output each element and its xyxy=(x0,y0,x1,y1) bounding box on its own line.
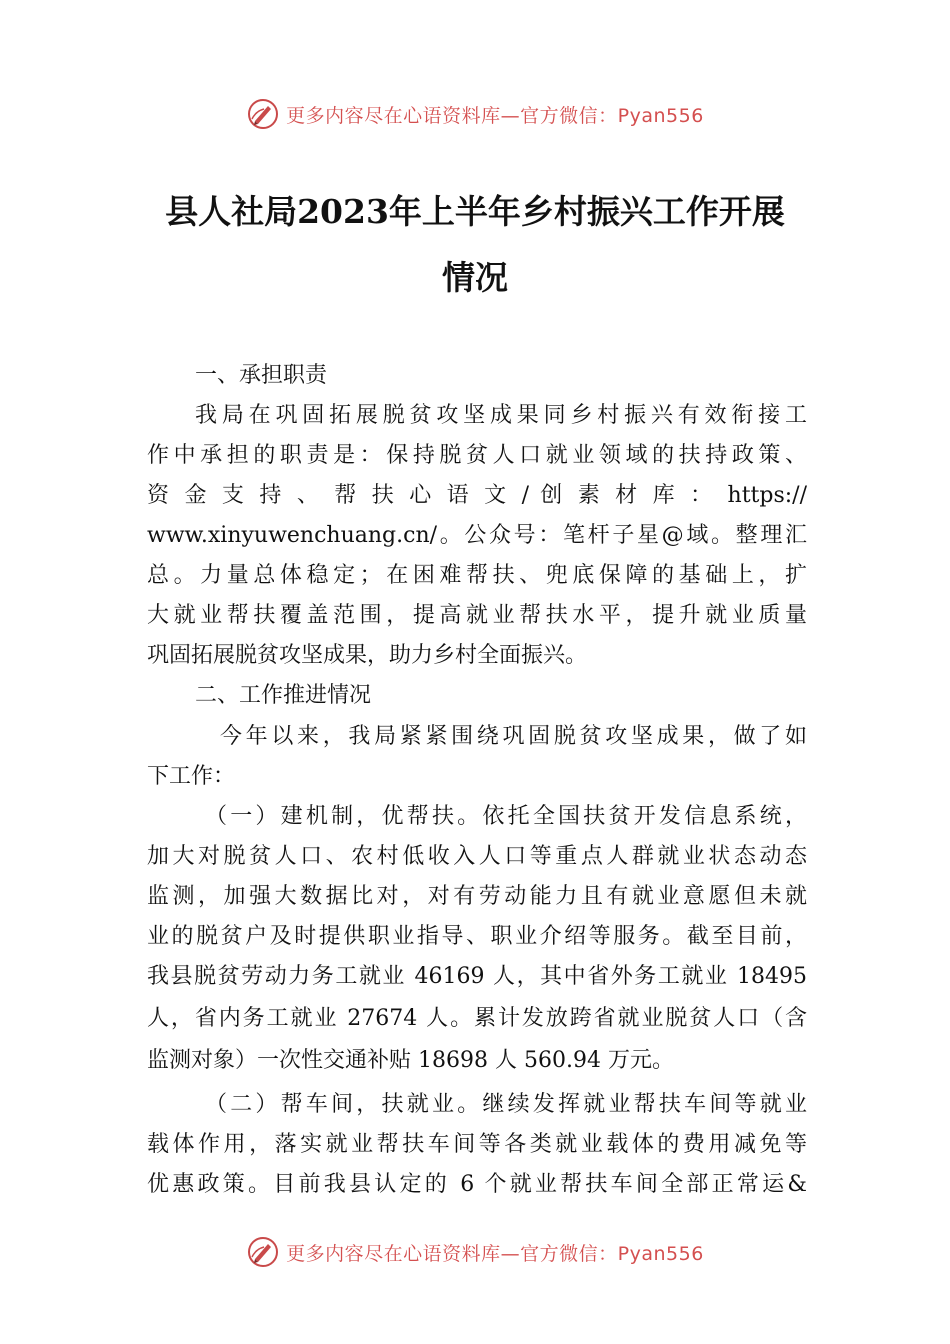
paragraph-line: 今年以来，我局紧紧围绕巩固脱贫攻坚成果，做了如 xyxy=(220,724,807,749)
paragraph-line: 业的脱贫户及时提供职业指导、职业介绍等服务。截至目前， xyxy=(147,924,807,949)
paragraph-line: 人，省内务工就业 27674 人。累计发放跨省就业脱贫人口（含 xyxy=(147,1006,807,1031)
paragraph-line: 我县脱贫劳动力务工就业 46169 人，其中省外务工就业 18495 xyxy=(147,964,807,989)
pen-logo-icon xyxy=(246,1235,280,1269)
document-title-line-2: 情况 xyxy=(442,258,508,297)
watermark-banner-top xyxy=(0,94,950,134)
paragraph-line: （一）建机制，优帮扶。依托全国扶贫开发信息系统， xyxy=(205,804,807,829)
paragraph-line: 大就业帮扶覆盖范围，提高就业帮扶水平，提升就业质量 xyxy=(147,603,807,628)
watermark-text: 更多内容尽在心语资料库—官方微信：Pyan556 xyxy=(286,104,704,127)
section-heading-1: 一、承担职责 xyxy=(195,363,328,388)
pen-logo-icon xyxy=(246,97,280,131)
paragraph-line: 加大对脱贫人口、农村低收入人口等重点人群就业状态动态 xyxy=(147,844,807,869)
paragraph-line: 载体作用，落实就业帮扶车间等各类就业载体的费用减免等 xyxy=(147,1132,807,1157)
watermark-text: 更多内容尽在心语资料库—官方微信：Pyan556 xyxy=(286,1242,704,1265)
paragraph-line: 总。力量总体稳定；在困难帮扶、兜底保障的基础上，扩 xyxy=(147,563,807,588)
watermark-banner-bottom xyxy=(0,1232,950,1272)
document-title-line-1: 县人社局2023年上半年乡村振兴工作开展 xyxy=(165,192,785,231)
paragraph-line: 我局在巩固拓展脱贫攻坚成果同乡村振兴有效衔接工 xyxy=(195,403,807,428)
paragraph-line: 优惠政策。目前我县认定的 6 个就业帮扶车间全部正常运& xyxy=(147,1172,807,1197)
paragraph-line: www.xinyuwenchuang.cn/。公众号：笔杆子星@域。整理汇 xyxy=(147,523,807,548)
paragraph-line: 下工作： xyxy=(147,764,236,789)
paragraph-line: 监测，加强大数据比对，对有劳动能力且有就业意愿但未就 xyxy=(147,884,807,909)
section-heading-2: 二、工作推进情况 xyxy=(195,683,372,708)
paragraph-line: 巩固拓展脱贫攻坚成果，助力乡村全面振兴。 xyxy=(147,643,588,668)
paragraph-line: 监测对象）一次性交通补贴 18698 人 560.94 万元。 xyxy=(147,1048,674,1073)
paragraph-line: 作中承担的职责是：保持脱贫人口就业领域的扶持政策、 xyxy=(147,443,807,468)
paragraph-line: 资 金 支 持 、 帮 扶 心 语 文 / 创 素 材 库 ： https:// xyxy=(147,483,807,508)
paragraph-line: （二）帮车间，扶就业。继续发挥就业帮扶车间等就业 xyxy=(205,1092,807,1117)
